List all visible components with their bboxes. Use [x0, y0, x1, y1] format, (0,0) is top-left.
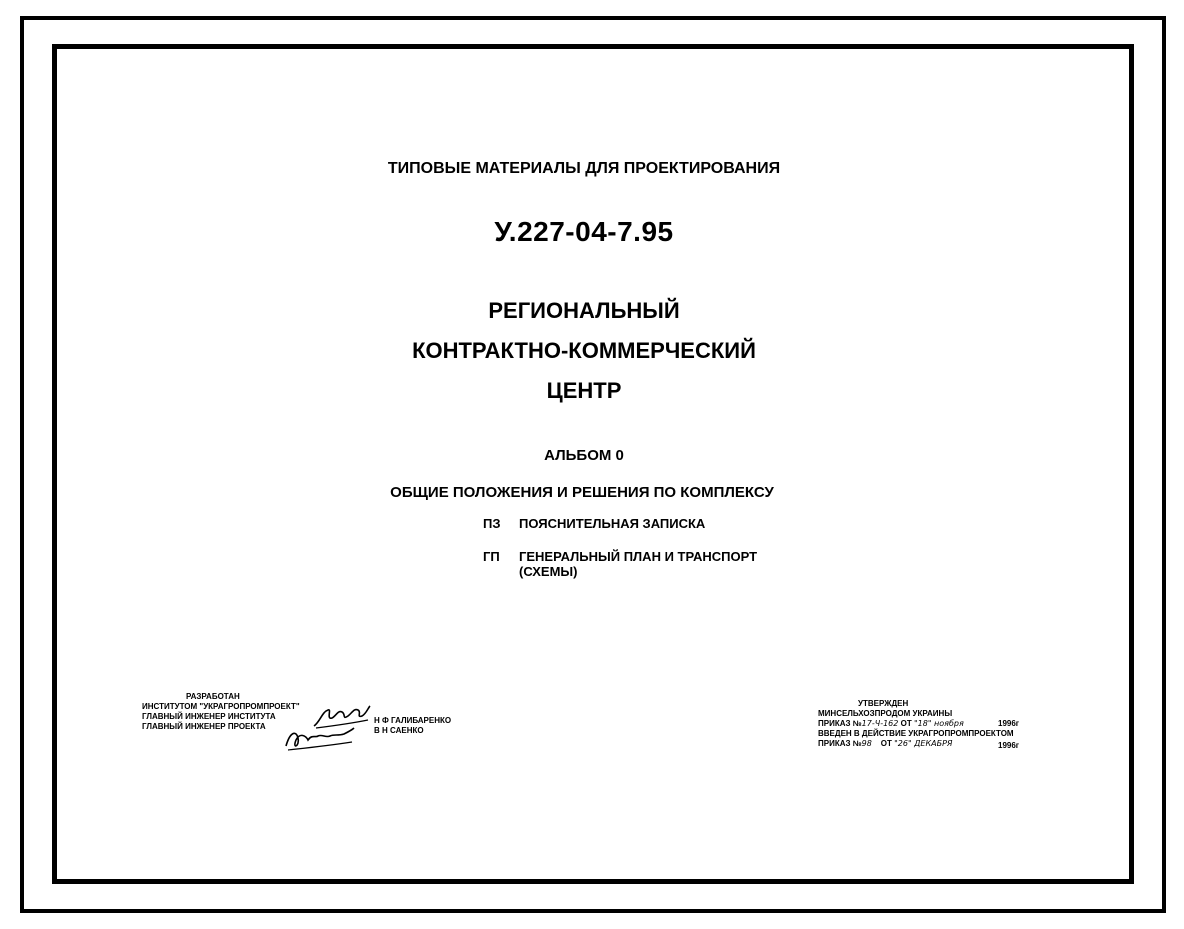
order-2-prefix: ПРИКАЗ № [818, 739, 862, 748]
developed-role-2: ГЛАВНЫЙ ИНЖЕНЕР ПРОЕКТА [142, 722, 266, 731]
series-heading: ТИПОВЫЕ МАТЕРИАЛЫ ДЛЯ ПРОЕКТИРОВАНИЯ [387, 160, 781, 177]
approved-order-1 [818, 719, 964, 728]
approved-order-2 [818, 739, 953, 748]
order-2-from: ОТ [880, 739, 892, 748]
title-line-3: ЦЕНТР [546, 378, 622, 403]
order-1-prefix: ПРИКАЗ № [818, 719, 862, 728]
developed-heading: РАЗРАБОТАН [186, 692, 240, 701]
approved-ministry: МИНСЕЛЬХОЗПРОДОМ УКРАИНЫ [818, 709, 953, 718]
contents-item-title [519, 549, 757, 579]
order-2-number: 98 [861, 739, 872, 748]
developed-name-1: Н Ф ГАЛИБАРЕНКО [374, 716, 452, 725]
order-2-date: "26" ДЕКАБРЯ [894, 739, 953, 748]
album-label: АЛЬБОМ 0 [544, 447, 624, 464]
title-line-1: РЕГИОНАЛЬНЫЙ [488, 298, 680, 323]
album-subtitle: ОБЩИЕ ПОЛОЖЕНИЯ И РЕШЕНИЯ ПО КОМПЛЕКСУ [390, 484, 774, 501]
enacted-statement: ВВЕДЕН В ДЕЙСТВИЕ УКРАГРОПРОМПРОЕКТОМ [818, 729, 1014, 738]
developed-institute: ИНСТИТУТОМ "УКРАГРОПРОМПРОЕКТ" [142, 702, 300, 711]
order-1-number: 17-Ч-162 [861, 719, 899, 728]
developed-name-2: В Н САЕНКО [374, 726, 424, 735]
approved-heading: УТВЕРЖДЕН [858, 699, 909, 708]
order-1-date: "18" ноября [913, 719, 964, 728]
title-line-2: КОНТРАКТНО-КОММЕРЧЕСКИЙ [412, 338, 756, 363]
developed-role-1: ГЛАВНЫЙ ИНЖЕНЕР ИНСТИТУТА [142, 712, 276, 721]
document-code: У.227-04-7.95 [494, 216, 674, 247]
contents-item-title: ПОЯСНИТЕЛЬНАЯ ЗАПИСКА [519, 516, 706, 531]
contents-item-code: ГП [483, 549, 500, 564]
signature-2-icon [282, 726, 358, 754]
order-2-year: 1996г [998, 741, 1020, 750]
order-1-year: 1996г [998, 719, 1020, 728]
order-1-from: ОТ [900, 719, 912, 728]
contents-item-title-line: ГЕНЕРАЛЬНЫЙ ПЛАН И ТРАНСПОРТ [519, 549, 758, 564]
contents-item-title-line: (СХЕМЫ) [519, 564, 578, 579]
contents-item-code: ПЗ [483, 516, 501, 531]
